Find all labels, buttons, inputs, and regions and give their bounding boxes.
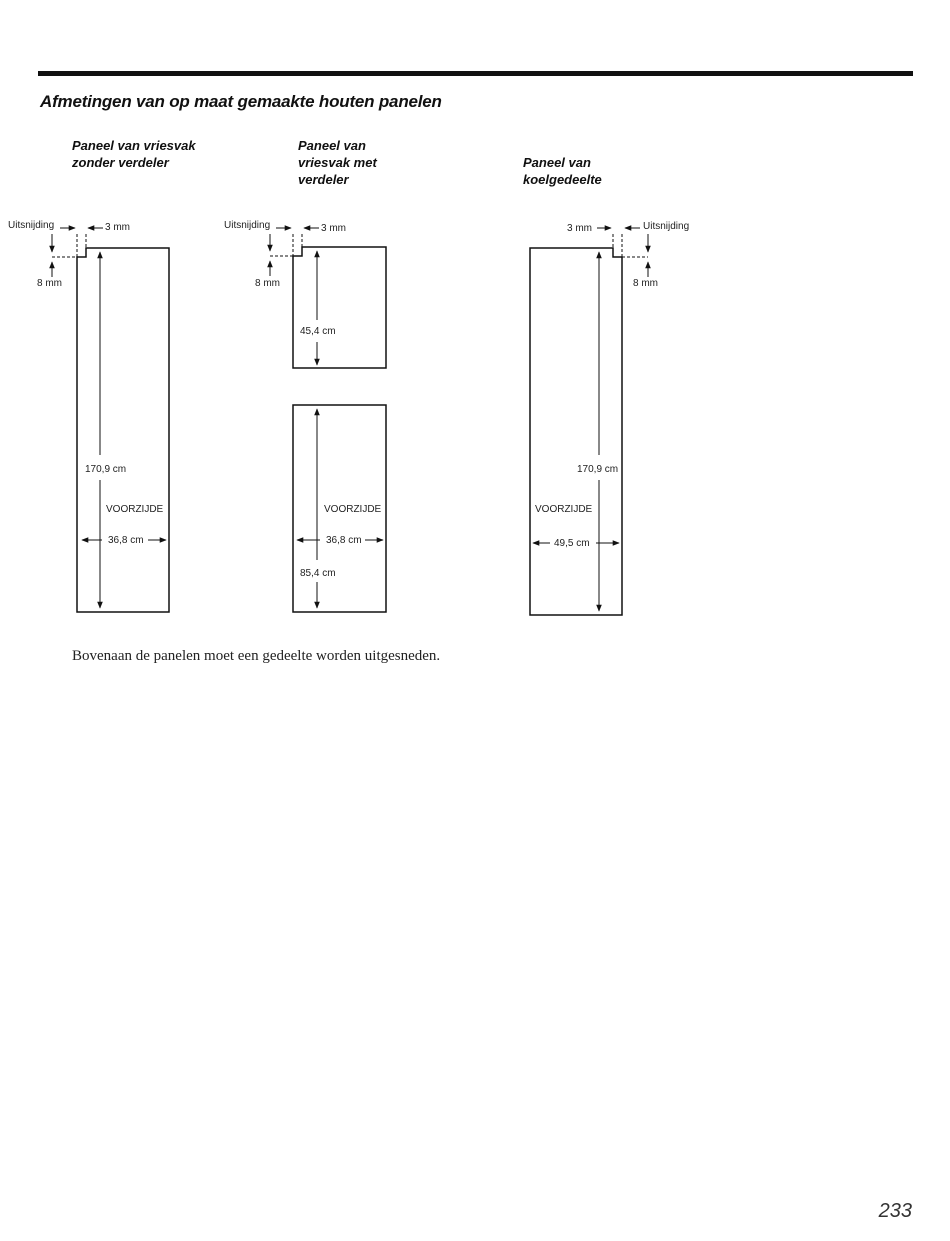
panel-3-width-cut-label: 3 mm <box>567 223 592 234</box>
panel-1-cut-guides <box>52 234 86 257</box>
panel-2-lower-height-label: 85,4 cm <box>300 568 336 579</box>
panel-2-width-cut-label: 3 mm <box>321 223 346 234</box>
panel-3-cut-label: Uitsnijding <box>643 221 690 232</box>
panel-2-cut-label: Uitsnijding <box>224 220 271 231</box>
panel-1-front-label: VOORZIJDE <box>106 504 164 515</box>
panel-3-depth-cut-label: 8 mm <box>633 278 658 289</box>
panel-3-cut-guides <box>613 234 648 257</box>
panel-1-title: Paneel van vriesvak zonder verdeler <box>72 138 196 170</box>
panel-1-width-cut-label: 3 mm <box>105 222 130 233</box>
panel-3-title: Paneel van koelgedeelte <box>523 155 602 187</box>
panel-1-outline <box>77 248 169 612</box>
panel-3-front-label: VOORZIJDE <box>535 504 593 515</box>
panel-2-front-label: VOORZIJDE <box>324 504 382 515</box>
page-number: 233 <box>878 1200 912 1222</box>
panel-1-drawing <box>8 220 169 612</box>
panel-1-width-label: 36,8 cm <box>108 535 144 546</box>
panel-2-depth-cut-label: 8 mm <box>255 278 280 289</box>
panel-1-cut-label: Uitsnijding <box>8 220 55 231</box>
section-heading: Afmetingen van op maat gemaakte houten panelen <box>40 92 442 111</box>
panel-2-width-label: 36,8 cm <box>326 535 362 546</box>
caption-text: Bovenaan de panelen moet een gedeelte worden uitgesneden. <box>72 648 441 664</box>
panel-2-cut-guides <box>270 234 302 256</box>
panel-3-width-label: 49,5 cm <box>554 538 590 549</box>
panel-3-outline <box>530 248 622 615</box>
panel-2-drawing <box>224 220 386 612</box>
panel-1-height-label: 170,9 cm <box>85 464 127 475</box>
panel-2-title: Paneel van vriesvak met verdeler <box>298 138 377 187</box>
panel-3-drawing <box>530 221 689 615</box>
panel-1-depth-cut-label: 8 mm <box>37 278 62 289</box>
panel-2-upper-outline <box>293 247 386 368</box>
panel-3-height-label: 170,9 cm <box>577 464 619 475</box>
panel-2-upper-height-label: 45,4 cm <box>300 326 336 337</box>
